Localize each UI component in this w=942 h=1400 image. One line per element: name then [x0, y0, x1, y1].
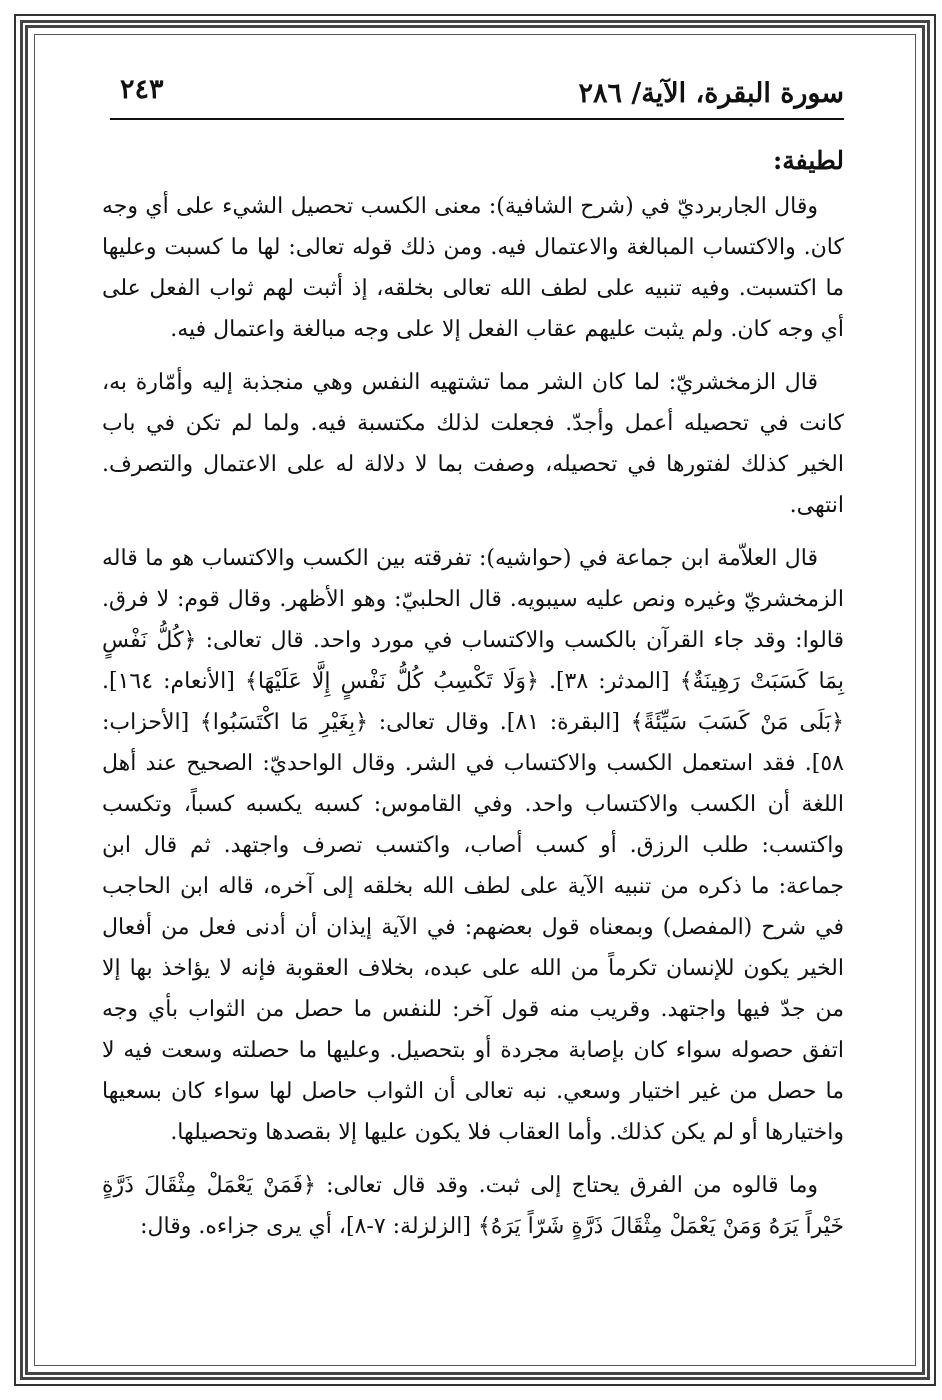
paragraph-4: وما قالوه من الفرق يحتاج إلى ثبت. وقد قال تعالى: ﴿فَمَنْ يَعْمَلْ مِثْقَالَ ذَرَّةٍ خَيْراً يَرَهُ وَمَنْ يَعْمَلْ مِثْقَالَ ذَرَّةٍ شَرّاً يَرَهُ﴾ [الزلزلة: ٧-٨]، أي يرى جزاءه. وقال:: [102, 1173, 844, 1239]
header-title: سورة البقرة، الآية/ ٢٨٦: [578, 78, 844, 109]
page-number: ٢٤٣: [120, 74, 164, 105]
paragraph-3: قال العلاّمة ابن جماعة في (حواشيه): تفرقته بين الكسب والاكتساب هو ما قاله الزمخشريّ وغيره ونص عليه سيبويه. قال الحلبيّ: وهو الأظهر. وقال قوم: لا فرق. قالوا: وقد جاء القرآن بالكسب والاكتساب في مورد واحد. قال تعالى: ﴿كُلُّ نَفْسٍ بِمَا كَسَبَتْ رَهِينَةٌ﴾ [المدثر: ٣٨]. ﴿وَلَا تَكْسِبُ كُلُّ نَفْسٍ إِلَّا عَلَيْهَا﴾ [الأنعام: ١٦٤]. ﴿بَلَى مَنْ كَسَبَ سَيِّئَةً﴾ [البقرة: ٨١]. وقال تعالى: ﴿بِغَيْرِ مَا اكْتَسَبُوا﴾ [الأحزاب: ٥٨]. فقد استعمل الكسب والاكتساب في الشر. وقال الواحديّ: الصحيح عند أهل اللغة أن الكسب والاكتساب واحد. وفي القاموس: كسبه يكسبه كسباً، وتكسب واكتسب: طلب الرزق. أو كسب أصاب، واكتسب تصرف واجتهد. ثم قال ابن جماعة: ما ذكره من تنبيه الآية على لطف الله بخلقه إلى آخره، قاله ابن الحاجب في شرح (المفصل) وبمعناه قول بعضهم: في الآية إيذان أن أدنى فعل من أفعال الخير يكون للإنسان تكرماً من الله على عبده، بخلاف العقوبة فإنه لا يؤاخذ بها إلا من جدّ فيها واجتهد. وقريب منه قول آخر: للنفس ما حصل من الثواب بأي وجه اتفق حصوله سواء كان بإصابة مجردة أو بتحصيل. وعليها ما حصلته وسعت فيه لا ما حصل من غير اختيار وسعي. نبه تعالى أن الثواب حاصل لها سواء كان بسعيها واختيارها أو لم يكن كذلك. وأما العقاب فلا يكون عليها إلا بقصدها وتحصيلها.: [102, 546, 844, 1145]
paragraph-1: وقال الجاربرديّ في (شرح الشافية): معنى الكسب تحصيل الشيء على أي وجه كان. والاكتساب المبالغة والاعتمال فيه. ومن ذلك قوله تعالى: لها ما كسبت وعليها ما اكتسبت. وفيه تنبيه على لطف الله تعالى بخلقه، إذ أثبت لهم ثواب الفعل على أي وجه كان. ولم يثبت عليهم عقاب الفعل إلا على وجه مبالغة واعتمال فيه.: [102, 194, 844, 342]
paragraph-2: قال الزمخشريّ: لما كان الشر مما تشتهيه النفس وهي منجذبة إليه وأمّارة به، كانت في تحصيله أعمل وأجدّ. فجعلت لذلك مكتسبة فيه. ولما لم تكن في باب الخير كذلك لفتورها في تحصيله، وصفت بما لا دلالة له على الاعتمال والتصرف. انتهى.: [102, 370, 844, 518]
page-content: [102, 140, 844, 1257]
running-header: [110, 70, 844, 120]
section-heading: لطيفة:: [773, 146, 844, 175]
